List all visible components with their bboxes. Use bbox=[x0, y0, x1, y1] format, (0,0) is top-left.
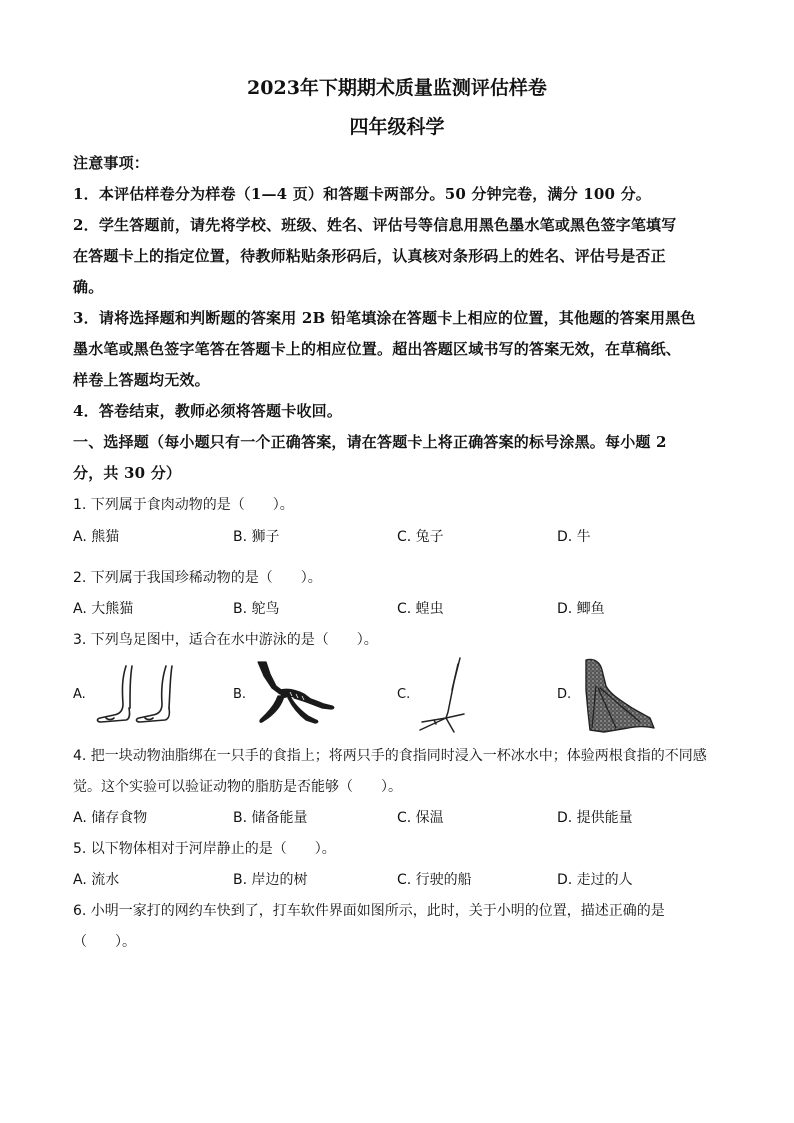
bird-foot-talon-icon bbox=[250, 660, 340, 726]
exam-subtitle: 四年级科学 bbox=[349, 116, 445, 138]
exam-title: 2023年下期期术质量监测评估样卷 bbox=[247, 77, 547, 99]
question-2-stem: 2. 下列属于我国珍稀动物的是（ ）。 bbox=[73, 570, 322, 586]
note-line-4: 确。 bbox=[73, 278, 104, 296]
bird-foot-webbed-icon bbox=[580, 656, 662, 734]
question-2-option-b[interactable]: B. 鸵鸟 bbox=[233, 601, 280, 617]
question-5-option-a[interactable]: A. 流水 bbox=[73, 872, 120, 888]
notes-heading: 注意事项： bbox=[73, 154, 150, 172]
question-3-option-d[interactable]: D. bbox=[557, 687, 572, 702]
question-3-option-c[interactable]: C. bbox=[397, 687, 411, 702]
question-1-option-a[interactable]: A. 熊猫 bbox=[73, 529, 120, 545]
question-2-option-d[interactable]: D. 鲫鱼 bbox=[557, 601, 605, 617]
question-5-option-b[interactable]: B. 岸边的树 bbox=[233, 872, 308, 888]
question-4-stem-line-2: 觉。这个实验可以验证动物的脂肪是否能够（ ）。 bbox=[73, 779, 402, 795]
question-5-option-d[interactable]: D. 走过的人 bbox=[557, 872, 633, 888]
question-2-option-a[interactable]: A. 大熊猫 bbox=[73, 601, 134, 617]
question-1-option-b[interactable]: B. 狮子 bbox=[233, 529, 280, 545]
note-line-6: 墨水笔或黑色签字笔答在答题卡上的相应位置。超出答题区域书写的答案无效，在草稿纸、 bbox=[73, 340, 682, 358]
note-line-5: 3．请将选择题和判断题的答案用 2B 铅笔填涂在答题卡上相应的位置，其他题的答案用黑色 bbox=[73, 309, 696, 327]
note-line-1: 1．本评估样卷分为样卷（1—4 页）和答题卡两部分。50 分钟完卷，满分 100 分。 bbox=[73, 185, 651, 203]
question-2-option-c[interactable]: C. 蝗虫 bbox=[397, 601, 444, 617]
question-4-option-c[interactable]: C. 保温 bbox=[397, 810, 444, 826]
note-line-7: 样卷上答题均无效。 bbox=[73, 371, 210, 389]
note-line-2: 2．学生答题前，请先将学校、班级、姓名、评估号等信息用黑色墨水笔或黑色签字笔填写 bbox=[73, 216, 677, 234]
bird-foot-thin-icon bbox=[414, 656, 470, 734]
question-4-option-d[interactable]: D. 提供能量 bbox=[557, 810, 633, 826]
question-4-option-a[interactable]: A. 储存食物 bbox=[73, 810, 148, 826]
note-line-3: 在答题卡上的指定位置，待教师粘贴条形码后，认真核对条形码上的姓名、评估号是否正 bbox=[73, 247, 666, 265]
note-line-8: 4．答卷结束，教师必须将答题卡收回。 bbox=[73, 402, 343, 420]
question-6-stem-line-2: （ ）。 bbox=[73, 934, 136, 950]
bird-feet-wading-icon bbox=[92, 664, 182, 724]
question-3-option-b[interactable]: B. bbox=[233, 687, 247, 702]
section-heading-line-2: 分，共 30 分） bbox=[73, 464, 182, 482]
question-1-stem: 1. 下列属于食肉动物的是（ ）。 bbox=[73, 497, 294, 513]
question-4-option-b[interactable]: B. 储备能量 bbox=[233, 810, 308, 826]
question-4-stem-line-1: 4. 把一块动物油脂绑在一只手的食指上；将两只手的食指同时浸入一杯冰水中；体验两根食指的不同感 bbox=[73, 748, 707, 764]
section-heading-line-1: 一、选择题（每小题只有一个正确答案，请在答题卡上将正确答案的标号涂黑。每小题 2 bbox=[73, 433, 667, 451]
question-1-option-c[interactable]: C. 兔子 bbox=[397, 529, 444, 545]
question-3-stem: 3. 下列鸟足图中，适合在水中游泳的是（ ）。 bbox=[73, 632, 378, 648]
question-5-stem: 5. 以下物体相对于河岸静止的是（ ）。 bbox=[73, 841, 336, 857]
question-6-stem-line-1: 6. 小明一家打的网约车快到了，打车软件界面如图所示，此时，关于小明的位置，描述正确的是 bbox=[73, 903, 665, 919]
question-1-option-d[interactable]: D. 牛 bbox=[557, 529, 591, 545]
question-3-option-a[interactable]: A. bbox=[73, 687, 86, 702]
question-5-option-c[interactable]: C. 行驶的船 bbox=[397, 872, 472, 888]
